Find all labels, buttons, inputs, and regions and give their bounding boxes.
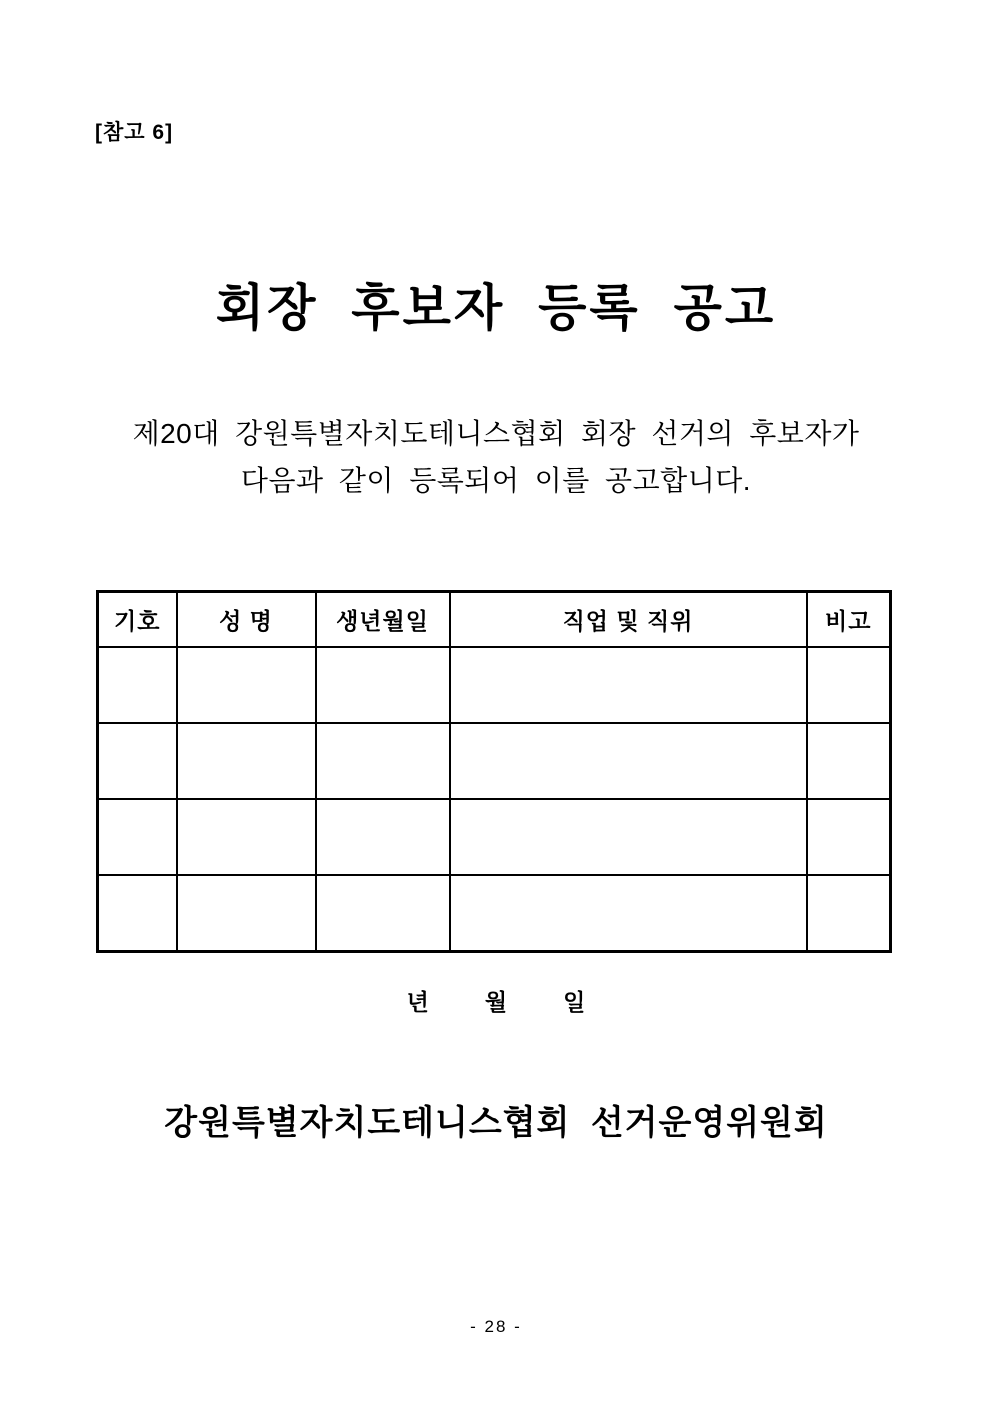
intro-line-2: 다음과 같이 등록되어 이를 공고합니다. [240,465,752,496]
candidate-table [96,590,892,953]
table-cell [98,647,177,723]
header-symbol: 기호 [98,592,177,648]
header-occupation: 직업 및 직위 [450,592,807,648]
table-cell [450,799,807,875]
table-cell [807,875,891,952]
year-label: 년 [406,989,429,1015]
reference-note: [참고 6] [95,121,174,144]
table-row [98,647,891,723]
table-cell [98,799,177,875]
day-label: 일 [563,989,586,1015]
header-birthdate: 생년월일 [316,592,450,648]
table-row [98,799,891,875]
table-cell [316,723,450,799]
table-row [98,723,891,799]
table-cell [807,799,891,875]
table-cell [177,647,316,723]
intro-line-1: 제20대 강원특별자치도테니스협회 회장 선거의 후보자가 [132,418,860,449]
table-cell [807,723,891,799]
table-cell [98,723,177,799]
table-cell [450,723,807,799]
table-cell [98,875,177,952]
table-cell [177,799,316,875]
month-label: 월 [484,989,508,1015]
table-row [98,875,891,952]
page-number: - 28 - [470,1317,522,1336]
table-cell [450,875,807,952]
header-remarks: 비고 [807,592,891,648]
table-cell [450,647,807,723]
table-header-row [98,592,891,648]
organization-signature: 강원특별자치도테니스협회 선거운영위원회 [164,1104,828,1142]
table-cell [316,875,450,952]
table-cell [177,723,316,799]
page-title: 회장 후보자 등록 공고 [215,280,777,336]
date-line [0,984,992,1017]
table-cell [807,647,891,723]
table-cell [177,875,316,952]
intro-paragraph [0,410,992,504]
header-name: 성 명 [177,592,316,648]
table-cell [316,799,450,875]
table-cell [316,647,450,723]
